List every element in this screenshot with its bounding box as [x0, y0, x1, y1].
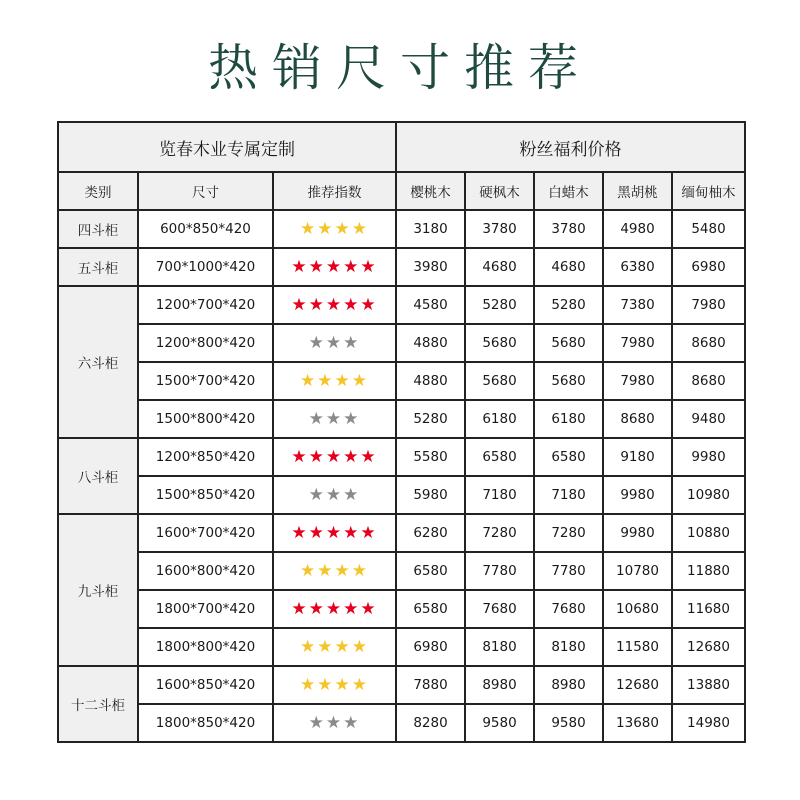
table-row	[58, 514, 745, 552]
table-row	[58, 628, 745, 666]
price-cell-ash: 6580	[534, 438, 603, 476]
price-cell-maple: 5680	[465, 324, 534, 362]
price-cell-ash: 5680	[534, 362, 603, 400]
star-rating-icon: ★★★★	[300, 675, 369, 695]
star-rating-icon: ★★★★	[300, 219, 369, 239]
size-cell: 1200*850*420	[138, 438, 273, 476]
price-cell-cherry: 6580	[396, 552, 465, 590]
price-cell-ash: 5680	[534, 324, 603, 362]
table-row	[58, 324, 745, 362]
price-cell-ash: 8980	[534, 666, 603, 704]
size-cell: 1800*850*420	[138, 704, 273, 742]
table-row	[58, 552, 745, 590]
rating-cell	[273, 476, 396, 514]
rating-cell	[273, 514, 396, 552]
price-cell-teak: 7980	[672, 286, 745, 324]
price-cell-cherry: 7880	[396, 666, 465, 704]
column-header-ash: 白蜡木	[534, 172, 603, 210]
star-rating-icon: ★★★★★	[291, 523, 378, 543]
price-cell-walnut: 10680	[603, 590, 672, 628]
price-cell-maple: 8180	[465, 628, 534, 666]
price-cell-maple: 3780	[465, 210, 534, 248]
star-rating-icon: ★★★★★	[291, 295, 378, 315]
column-header-teak: 缅甸柚木	[672, 172, 745, 210]
price-cell-cherry: 5280	[396, 400, 465, 438]
price-cell-ash: 9580	[534, 704, 603, 742]
category-cell: 十二斗柜	[58, 666, 138, 742]
star-rating-icon: ★★★★	[300, 637, 369, 657]
price-table	[57, 121, 746, 743]
price-cell-walnut: 7980	[603, 362, 672, 400]
star-rating-icon: ★★★★★	[291, 599, 378, 619]
price-cell-maple: 6580	[465, 438, 534, 476]
price-cell-cherry: 3980	[396, 248, 465, 286]
price-cell-maple: 7280	[465, 514, 534, 552]
column-header-maple: 硬枫木	[465, 172, 534, 210]
price-cell-teak: 5480	[672, 210, 745, 248]
size-cell: 1200*800*420	[138, 324, 273, 362]
price-cell-cherry: 6980	[396, 628, 465, 666]
price-cell-walnut: 12680	[603, 666, 672, 704]
price-cell-maple: 7780	[465, 552, 534, 590]
price-cell-walnut: 11580	[603, 628, 672, 666]
price-cell-teak: 13880	[672, 666, 745, 704]
price-cell-ash: 6180	[534, 400, 603, 438]
star-rating-icon: ★★★	[308, 409, 361, 429]
price-cell-walnut: 10780	[603, 552, 672, 590]
table-row	[58, 210, 745, 248]
price-cell-teak: 8680	[672, 362, 745, 400]
price-cell-cherry: 6280	[396, 514, 465, 552]
table-row	[58, 590, 745, 628]
page-title: 热销尺寸推荐	[208, 39, 592, 97]
table-row	[58, 400, 745, 438]
price-cell-maple: 9580	[465, 704, 534, 742]
category-cell: 九斗柜	[58, 514, 138, 666]
price-cell-walnut: 9180	[603, 438, 672, 476]
size-cell: 1800*700*420	[138, 590, 273, 628]
rating-cell	[273, 704, 396, 742]
price-cell-ash: 4680	[534, 248, 603, 286]
price-cell-maple: 4680	[465, 248, 534, 286]
rating-cell	[273, 248, 396, 286]
star-rating-icon: ★★★	[308, 333, 361, 353]
price-cell-maple: 7680	[465, 590, 534, 628]
star-rating-icon: ★★★	[308, 713, 361, 733]
price-cell-ash: 7780	[534, 552, 603, 590]
group-header-prices: 粉丝福利价格	[396, 122, 745, 172]
price-cell-ash: 7680	[534, 590, 603, 628]
column-header-size: 尺寸	[138, 172, 273, 210]
rating-cell	[273, 362, 396, 400]
price-cell-walnut: 13680	[603, 704, 672, 742]
size-cell: 1200*700*420	[138, 286, 273, 324]
size-cell: 1800*800*420	[138, 628, 273, 666]
column-header-category: 类别	[58, 172, 138, 210]
price-cell-maple: 8980	[465, 666, 534, 704]
price-cell-teak: 11680	[672, 590, 745, 628]
price-cell-cherry: 5980	[396, 476, 465, 514]
size-cell: 1500*850*420	[138, 476, 273, 514]
price-cell-cherry: 6580	[396, 590, 465, 628]
star-rating-icon: ★★★★★	[291, 257, 378, 277]
size-cell: 1500*800*420	[138, 400, 273, 438]
price-cell-cherry: 3180	[396, 210, 465, 248]
table-row	[58, 476, 745, 514]
category-cell: 四斗柜	[58, 210, 138, 248]
price-cell-walnut: 4980	[603, 210, 672, 248]
rating-cell	[273, 286, 396, 324]
price-cell-walnut: 8680	[603, 400, 672, 438]
rating-cell	[273, 400, 396, 438]
size-cell: 700*1000*420	[138, 248, 273, 286]
price-cell-walnut: 9980	[603, 476, 672, 514]
rating-cell	[273, 590, 396, 628]
table-row	[58, 248, 745, 286]
size-cell: 1600*700*420	[138, 514, 273, 552]
price-cell-walnut: 9980	[603, 514, 672, 552]
table-row	[58, 362, 745, 400]
group-header-custom: 览春木业专属定制	[58, 122, 396, 172]
category-cell: 六斗柜	[58, 286, 138, 438]
price-cell-cherry: 4880	[396, 362, 465, 400]
rating-cell	[273, 552, 396, 590]
price-cell-ash: 8180	[534, 628, 603, 666]
column-header-walnut: 黑胡桃	[603, 172, 672, 210]
price-cell-teak: 6980	[672, 248, 745, 286]
price-cell-teak: 14980	[672, 704, 745, 742]
price-cell-teak: 8680	[672, 324, 745, 362]
table-row	[58, 666, 745, 704]
rating-cell	[273, 438, 396, 476]
price-cell-maple: 6180	[465, 400, 534, 438]
category-cell: 五斗柜	[58, 248, 138, 286]
star-rating-icon: ★★★★★	[291, 447, 378, 467]
rating-cell	[273, 666, 396, 704]
price-cell-maple: 5680	[465, 362, 534, 400]
star-rating-icon: ★★★	[308, 485, 361, 505]
star-rating-icon: ★★★★	[300, 371, 369, 391]
size-cell: 1600*800*420	[138, 552, 273, 590]
price-cell-teak: 10980	[672, 476, 745, 514]
price-cell-walnut: 7380	[603, 286, 672, 324]
price-cell-cherry: 4580	[396, 286, 465, 324]
size-cell: 600*850*420	[138, 210, 273, 248]
price-cell-ash: 7180	[534, 476, 603, 514]
table-row	[58, 286, 745, 324]
rating-cell	[273, 210, 396, 248]
column-header-cherry: 樱桃木	[396, 172, 465, 210]
price-cell-maple: 7180	[465, 476, 534, 514]
table-row	[58, 438, 745, 476]
category-cell: 八斗柜	[58, 438, 138, 514]
price-cell-cherry: 8280	[396, 704, 465, 742]
star-rating-icon: ★★★★	[300, 561, 369, 581]
size-cell: 1500*700*420	[138, 362, 273, 400]
size-cell: 1600*850*420	[138, 666, 273, 704]
price-cell-teak: 10880	[672, 514, 745, 552]
price-cell-teak: 11880	[672, 552, 745, 590]
price-cell-cherry: 5580	[396, 438, 465, 476]
table-row	[58, 704, 745, 742]
price-cell-ash: 7280	[534, 514, 603, 552]
price-cell-walnut: 7980	[603, 324, 672, 362]
price-cell-walnut: 6380	[603, 248, 672, 286]
price-cell-cherry: 4880	[396, 324, 465, 362]
price-cell-maple: 5280	[465, 286, 534, 324]
rating-cell	[273, 324, 396, 362]
price-cell-teak: 9480	[672, 400, 745, 438]
price-cell-ash: 3780	[534, 210, 603, 248]
rating-cell	[273, 628, 396, 666]
price-cell-teak: 9980	[672, 438, 745, 476]
price-cell-teak: 12680	[672, 628, 745, 666]
column-header-rating: 推荐指数	[273, 172, 396, 210]
price-cell-ash: 5280	[534, 286, 603, 324]
